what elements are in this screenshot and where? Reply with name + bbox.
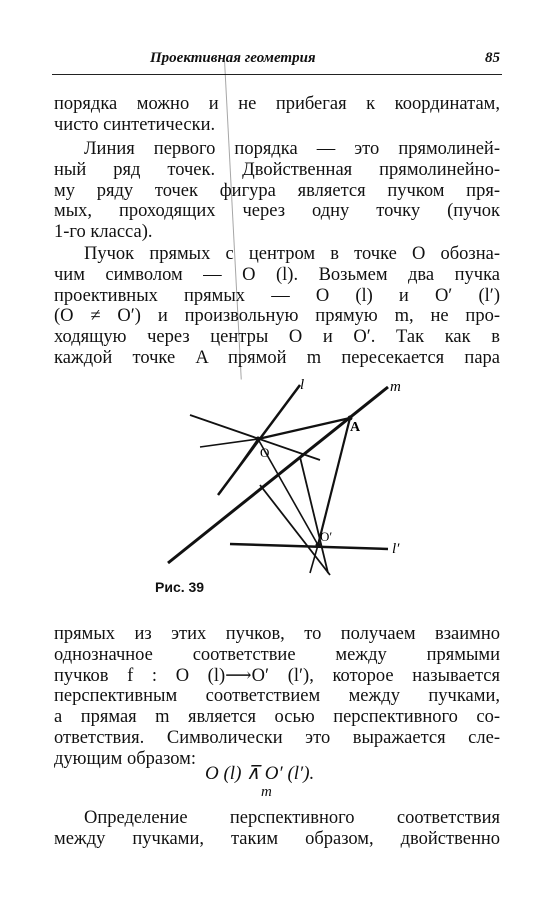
- label-l: l: [300, 377, 305, 393]
- paragraph-1: [54, 94, 500, 136]
- formula-main: O (l) ⊼ O′ (l′).: [205, 763, 315, 784]
- formula-subscript: m: [261, 784, 272, 800]
- label-l-prime: l′: [392, 541, 400, 557]
- running-header: [150, 50, 500, 72]
- text-line: проективных прямых — O (l) и O′ (l′): [54, 285, 500, 306]
- text-line: му ряду точек фигура является пучком пря-: [54, 180, 500, 201]
- text-line: Пучок прямых с центром в точке O обозна-: [84, 244, 500, 264]
- label-O: O: [260, 445, 270, 460]
- label-m: m: [390, 379, 401, 395]
- text-line: ный ряд точек. Двойственная прямолинейно-: [54, 159, 500, 180]
- running-title: Проективная геометрия: [150, 50, 316, 66]
- pencil-O-ray-4: [200, 439, 258, 447]
- pencil-O-ray-3: [220, 439, 258, 493]
- formula-perspective: [205, 762, 365, 802]
- text-line: перспективным соответствием между пучками,: [54, 686, 500, 707]
- pencil-O-ray-1: [190, 415, 320, 460]
- paragraph-3: [54, 244, 500, 369]
- text-line: порядка можно и не прибегая к координатам,: [54, 94, 500, 114]
- figure-39-diagram: [160, 375, 420, 580]
- text-line: между пучками, таким образом, двойственно: [54, 828, 500, 849]
- paragraph-2: [54, 139, 500, 243]
- label-O-prime: O′: [320, 529, 333, 544]
- page-number: 85: [485, 50, 500, 66]
- text-line: дующим образом:: [54, 748, 197, 769]
- paragraph-4: [54, 624, 500, 770]
- text-line: ответствия. Символически это выражается сле-: [54, 727, 500, 748]
- figure-caption: Рис. 39: [155, 579, 205, 595]
- text-line: Определение перспективного соответствия: [84, 808, 500, 828]
- text-line: Линия первого порядка — это прямолиней-: [84, 139, 500, 159]
- text-line: ходящую через центры O и O′. Так как в: [54, 327, 500, 348]
- text-line: однозначное соответствие между прямыми: [54, 644, 500, 665]
- text-line: а прямая m является осью перспективного со-: [54, 707, 500, 728]
- text-line: (O ≠ O′) и произвольную прямую m, не про-: [54, 306, 500, 327]
- text-line: мых, проходящих через одну точку (пучок: [54, 201, 500, 222]
- paragraph-5: [54, 808, 500, 850]
- label-A: A: [350, 420, 361, 435]
- text-line: 1-го класса).: [54, 222, 153, 243]
- point-O: [256, 437, 261, 442]
- text-line: пучков f : O (l)⟶O′ (l′), которое называется: [54, 665, 500, 686]
- text-line: чисто синтетически.: [54, 114, 216, 135]
- text-line: чим символом — O (l). Возьмем два пучка: [54, 264, 500, 285]
- text-line: прямых из этих пучков, то получаем взаимно: [54, 624, 500, 644]
- header-rule: [52, 74, 502, 75]
- line-OprimeA: [318, 418, 350, 545]
- text-line: каждой точке A прямой m пересекается пара: [54, 347, 500, 368]
